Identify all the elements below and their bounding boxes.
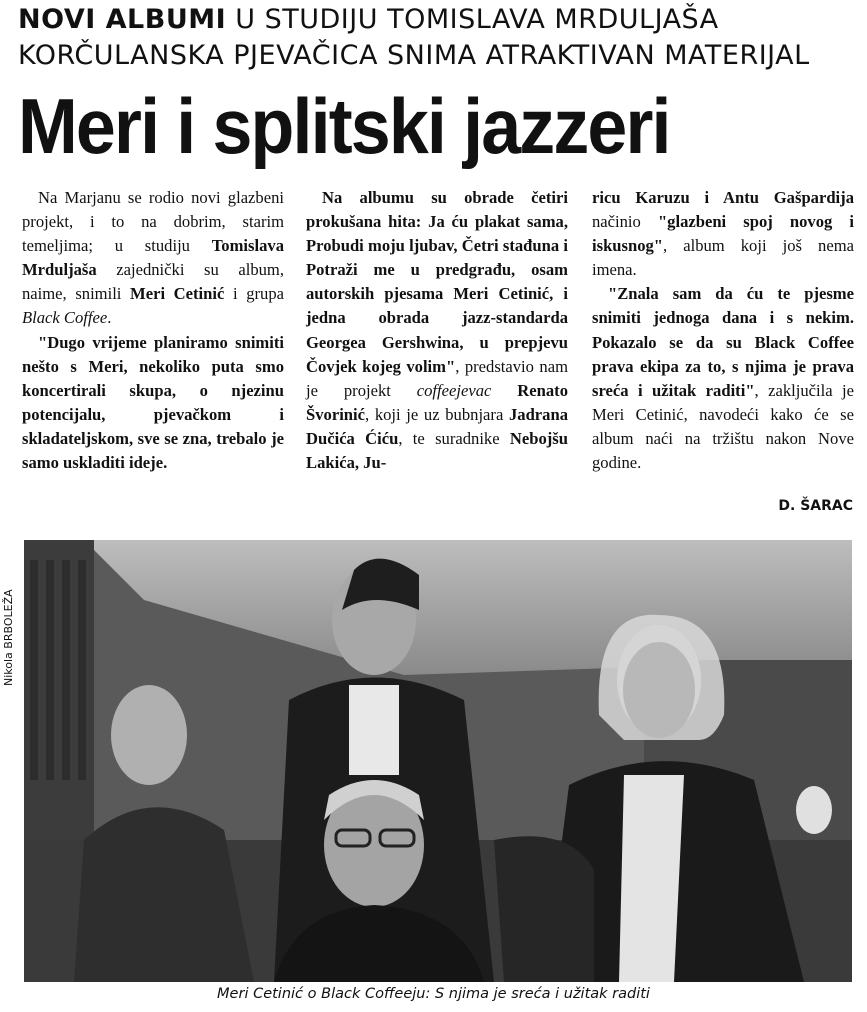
quote-bold: "glazbeni spoj novog i iskusnog" xyxy=(592,212,854,256)
name-bold: Jadrana Dučića Ćiću xyxy=(306,404,568,448)
quote-paragraph xyxy=(22,331,284,476)
text-run: zajednički su album, naime, snimili xyxy=(22,260,284,304)
paragraph xyxy=(306,186,568,475)
text-run: , zaključila je Meri Cetinić, navodeći kako će se album naći na tržištu nakon Nove godine. xyxy=(592,380,854,473)
kicker-text: U STUDIJU TOMISLAVA MRDULJAŠA xyxy=(235,4,719,35)
text-run: Na Marjanu se rodio novi glazbeni projekt, i to na dobrim, starim temeljima; u studiju xyxy=(22,188,284,256)
paragraph xyxy=(592,186,854,282)
text-run: , predstavio nam je projekt xyxy=(306,356,569,400)
article-column-2 xyxy=(306,186,568,475)
photo-illustration xyxy=(24,540,852,982)
kicker-line-2: KORČULANSKA PJEVAČICA SNIMA ATRAKTIVAN MATERIJAL xyxy=(18,40,810,71)
band-name: Black Coffee xyxy=(22,308,108,328)
name-bold: Meri Cetinić xyxy=(130,284,225,304)
byline: D. ŠARAC xyxy=(778,498,853,514)
quote-bold: "Dugo vrijeme planiramo snimiti nešto s Meri, nekoliko puta smo koncertirali skupa, o njezinu potencijalu, pjevačkom i skladateljskom, sve se zna, trebalo je samo uskladiti ideje. xyxy=(22,332,284,473)
text-run: . xyxy=(107,308,112,328)
italic-term: coffeejevac xyxy=(416,380,492,400)
name-bold: Tomislava Mrduljaša xyxy=(22,236,284,280)
name-bold: Renato Švorinić xyxy=(306,380,568,424)
article-column-1 xyxy=(22,186,284,475)
name-bold: Nebojšu Lakića, Ju- xyxy=(306,428,568,473)
text-run: načinio xyxy=(592,212,658,232)
quote-bold: Na albumu su obrade četiri prokušana hita: Ja ću plakat sama, Probudi moju ljubav, Četri stađuna i Potraži me u predgrađu, osam autorskih pjesama Meri Cetinić, i jedna obrada jazz-standarda Georgea Gershwina, u prepjevu Čovjek kojeg volim" xyxy=(306,188,568,376)
text-run: , te suradnike xyxy=(398,428,510,448)
photo-caption: Meri Cetinić o Black Coffeeju: S njima je sreća i užitak raditi xyxy=(217,986,650,1002)
photo xyxy=(24,540,852,982)
text-run: i grupa xyxy=(224,284,284,304)
photo-credit: Nikola BRBOLEŽA xyxy=(2,589,15,686)
kicker-line-1 xyxy=(18,4,858,36)
quote-bold: "Znala sam da ću te pjesme snimiti jednoga dana i s nekim. Pokazalo se da su Black Coffee prava ekipa za to, s njima je prava sreća i užitak raditi" xyxy=(592,284,854,400)
text-run xyxy=(491,381,517,400)
quote-paragraph xyxy=(592,282,854,475)
headline: Meri i splitski jazzeri xyxy=(18,82,670,170)
section-tag: NOVI ALBUMI xyxy=(18,4,227,35)
name-bold: ricu Karuzu i Antu Gašpardija xyxy=(592,188,854,207)
article-column-3 xyxy=(592,186,854,475)
text-run: , album koji još nema imena. xyxy=(592,236,854,280)
paragraph xyxy=(22,186,284,331)
text-run: , koji je uz bubnjara xyxy=(365,404,509,424)
